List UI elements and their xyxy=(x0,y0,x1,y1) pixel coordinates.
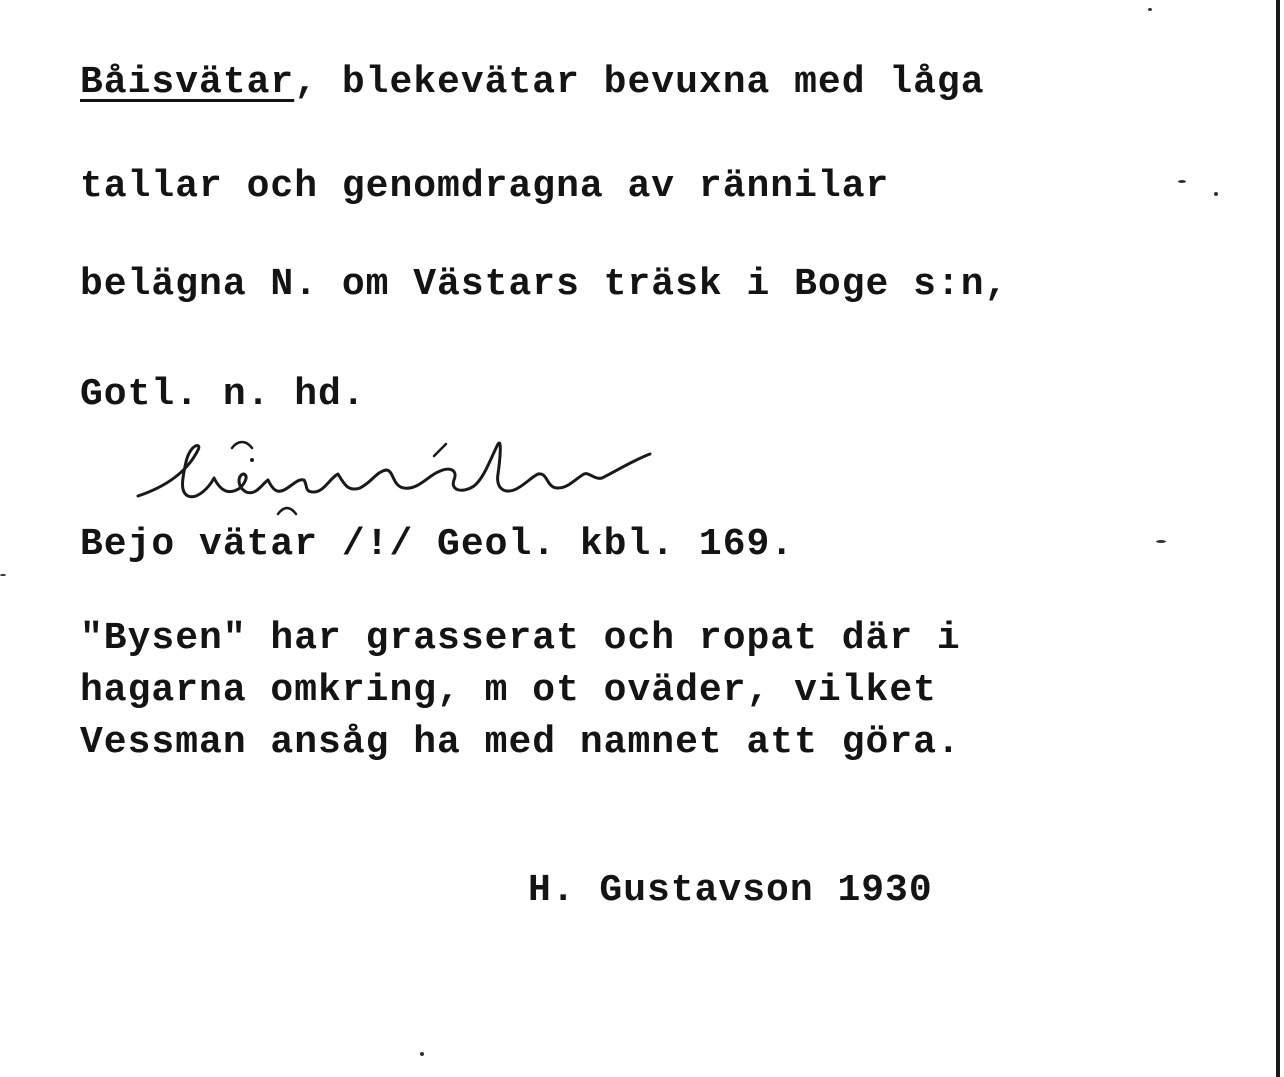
entry-line-5: Bejo vätar /!/ Geol. kbl. 169. xyxy=(80,523,795,566)
entry-line-2: tallar och genomdragna av rännilar xyxy=(80,165,890,208)
note-line-2: hagarna omkring, m ot oväder, vilket xyxy=(80,669,937,712)
handwritten-annotation xyxy=(128,430,668,520)
scan-speck xyxy=(420,1052,424,1056)
scan-speck xyxy=(0,574,6,576)
entry-line-1 xyxy=(80,61,985,104)
scan-speck xyxy=(1148,8,1152,11)
entry-line-1-text: , blekevätar bevuxna med låga xyxy=(294,61,985,104)
scan-speck xyxy=(1178,180,1186,183)
scan-speck xyxy=(1156,540,1166,543)
entry-line-3: belägna N. om Västars träsk i Boge s:n, xyxy=(80,263,1009,306)
scan-speck xyxy=(1214,192,1218,196)
note-line-3: Vessman ansåg ha med namnet att göra. xyxy=(80,721,961,764)
signature: H. Gustavson 1930 xyxy=(528,869,933,912)
note-line-1: "Bysen" har grasserat och ropat där i xyxy=(80,617,961,660)
headword: Båisvätar xyxy=(80,61,295,104)
entry-line-4: Gotl. n. hd. xyxy=(80,373,366,416)
card-edge xyxy=(1276,0,1280,1077)
